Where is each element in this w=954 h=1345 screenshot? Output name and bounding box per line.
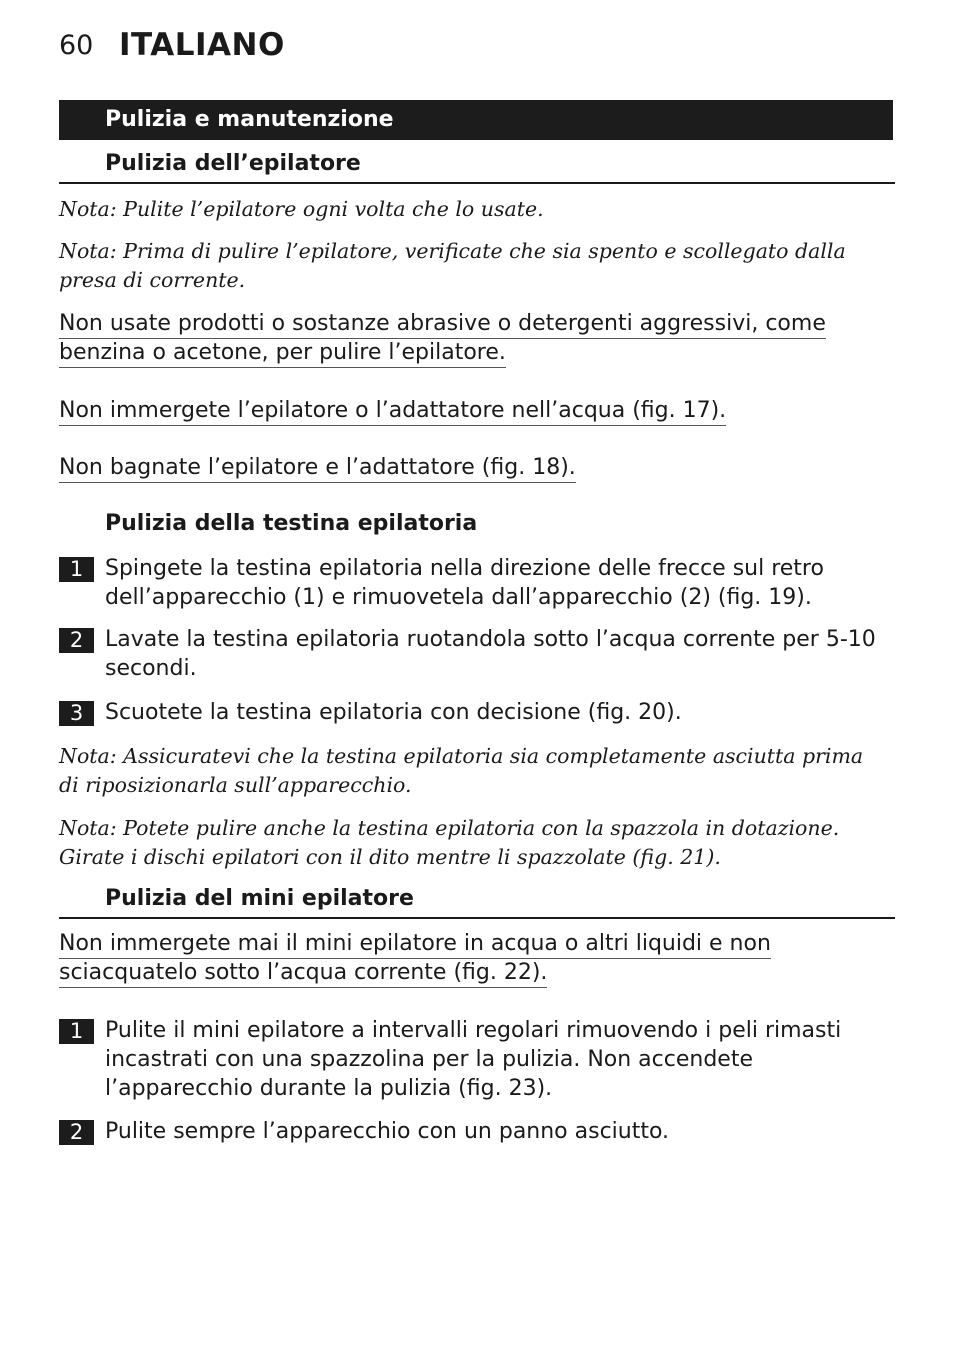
step-number-badge: 1 <box>59 557 94 582</box>
warning-text: Non immergete mai il mini epilatore in acqua o altri liquidi e non sciacquatelo sotto l’acqua corrente (fig. 22). <box>59 929 879 987</box>
divider-rule <box>59 182 895 184</box>
note: Nota: Prima di pulire l’epilatore, verificate che sia spento e scollegato dalla presa di corrente. <box>59 239 846 292</box>
note: Nota: Assicuratevi che la testina epilatoria sia completamente asciutta prima di riposizionarla sull’apparecchio. <box>59 744 864 797</box>
step-number-badge: 2 <box>59 628 94 653</box>
subsection-title-mini: Pulizia del mini epilatore <box>105 886 414 911</box>
step-number-badge: 3 <box>59 701 94 726</box>
note: Nota: Pulite l’epilatore ogni volta che lo usate. <box>59 197 544 221</box>
step-text: Scuotete la testina epilatoria con decisione (fig. 20). <box>105 700 682 725</box>
section-title-bar: Pulizia e manutenzione <box>59 100 893 140</box>
divider-rule <box>59 917 895 919</box>
step-text: Pulite sempre l’apparecchio con un panno asciutto. <box>105 1119 670 1144</box>
step-text: Pulite il mini epilatore a intervalli regolari rimuovendo i peli rimasti incastrati con una spazzolina per la pulizia. Non accendete l’apparecchio durante la pulizia (fig. 23). <box>105 1018 842 1101</box>
warning-text: Non bagnate l’epilatore e l’adattatore (fig. 18). <box>59 453 899 482</box>
step-number-badge: 2 <box>59 1120 94 1145</box>
page-number: 60 <box>59 30 94 61</box>
warning-text: Non immergete l’epilatore o l’adattatore nell’acqua (fig. 17). <box>59 396 899 425</box>
step-text: Spingete la testina epilatoria nella direzione delle frecce sul retro dell’apparecchio (1) e rimuovetela dall’apparecchio (2) (fig. 19). <box>105 556 824 610</box>
subsection-title-testina: Pulizia della testina epilatoria <box>105 511 478 536</box>
note: Nota: Potete pulire anche la testina epilatoria con la spazzola in dotazione. Girate i dischi epilatori con il dito mentre li spazzolate (fig. 21). <box>59 816 840 869</box>
warning-text: Non usate prodotti o sostanze abrasive o detergenti aggressivi, come benzina o acetone, per pulire l’epilatore. <box>59 309 894 367</box>
step-number-badge: 1 <box>59 1019 94 1044</box>
subsection-title-epilatore: Pulizia dell’epilatore <box>105 151 361 176</box>
step-text: Lavate la testina epilatoria ruotandola sotto l’acqua corrente per 5-10 secondi. <box>105 627 876 681</box>
language-title: ITALIANO <box>119 27 285 63</box>
